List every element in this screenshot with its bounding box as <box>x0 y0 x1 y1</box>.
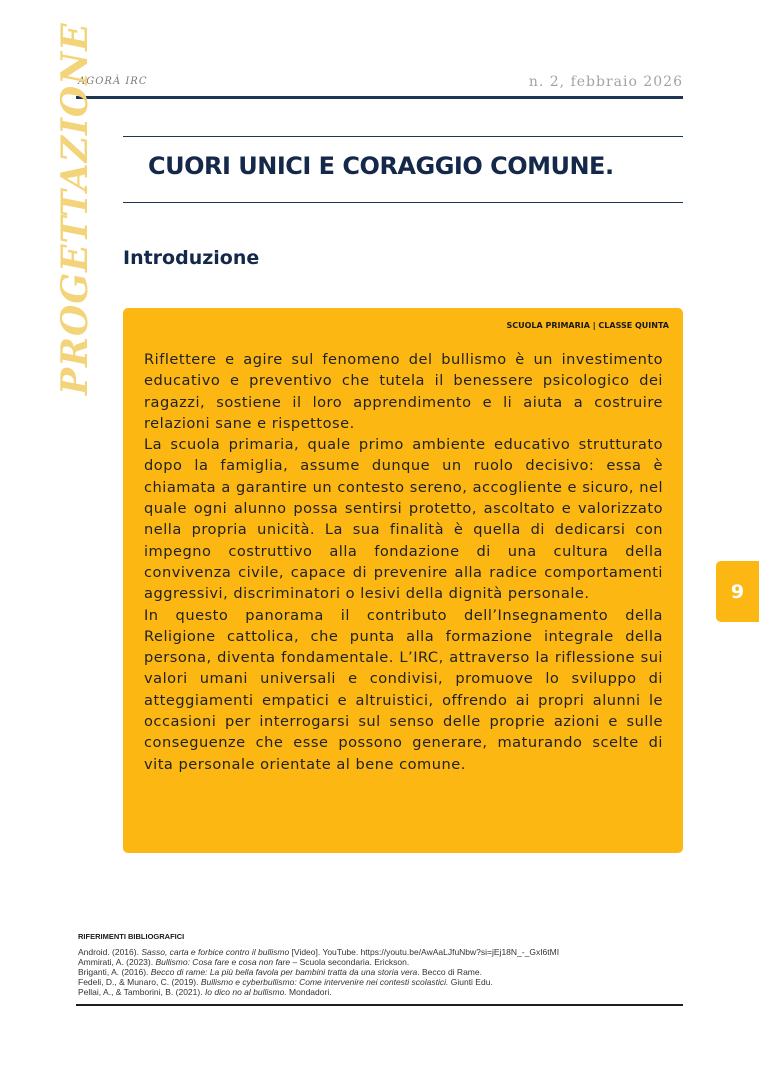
issue-label: n. 2, febbraio 2026 <box>528 74 683 90</box>
footer-rule <box>76 1004 683 1006</box>
intro-box <box>123 308 683 853</box>
page-number-tab <box>716 561 759 622</box>
reference-item: Briganti, A. (2016). Becco di rame: La più bella favola per bambini tratta da una storia vera. Becco di Rame. <box>78 967 482 977</box>
section-heading: Introduzione <box>123 247 260 269</box>
intro-paragraph: In questo panorama il contributo dell’Insegnamento della Religione cattolica, che punta alla formazione integrale della persona, diventa fondamentale. L’IRC, attraverso la riflessione sui valori umani universali e condivisi, promuove lo sviluppo di atteggiamenti empatici e altruistici, offrendo ai propri alunni le occasioni per interrogarsi sul senso delle proprie azioni e sulle conseguenze che esse possono generare, maturando scelte di vita personale orientate al bene comune. <box>144 606 663 773</box>
title-top-rule <box>123 136 683 137</box>
page-number: 9 <box>730 580 745 603</box>
intro-paragraph: La scuola primaria, quale primo ambiente educativo strutturato dopo la famiglia, assume dunque un ruolo decisivo: essa è chiamata a garantire un contesto sereno, accogliente e sicuro, nel quale ogni alunno possa sentirsi protetto, ascoltato e valorizzato nella propria unicità. La sua finalità è quella di dedicarsi con impegno costruttivo alla fondazione di una cultura della convivenza civile, capace di prevenire alla radice comportamenti aggressivi, discriminatori o lesivi della dignità personale. <box>144 436 663 603</box>
reference-item: Ammirati, A. (2023). Bullismo: Cosa fare e cosa non fare – Scuola secondaria. Erickson. <box>78 957 410 967</box>
references-title: RIFERIMENTI BIBLIOGRAFICI <box>78 932 185 941</box>
header-rule <box>76 96 683 99</box>
page-title: CUORI UNICI E CORAGGIO COMUNE. <box>148 152 614 180</box>
reference-item: Pellai, A., & Tamborini, B. (2021). Io dico no al bullismo. Mondadori. <box>78 987 332 997</box>
reference-item: Android. (2016). Sasso, carta e forbice contro il bullismo [Video]. YouTube. https://youtu.be/AwAaLJfuNbw?si=jEj18N_-_GxI6tMI <box>78 947 560 957</box>
reference-item: Fedeli, D., & Munaro, C. (2019). Bullismo e cyberbullismo: Come intervenire nei contesti scolastici. Giunti Edu. <box>78 977 493 987</box>
references <box>78 932 683 997</box>
school-level-tag: SCUOLA PRIMARIA | CLASSE QUINTA <box>506 321 669 330</box>
intro-paragraph: Riflettere e agire sul fenomeno del bullismo è un investimento educativo e preventivo che tutela il benessere psicologico dei ragazzi, sostiene il loro apprendimento e li aiuta a costruire relazioni sane e rispettose. <box>144 351 663 432</box>
intro-text <box>144 349 663 775</box>
section-side-label: PROGETTAZIONE <box>54 22 96 395</box>
publication-name: AGORÀ IRC <box>78 76 148 87</box>
title-bottom-rule <box>123 202 683 203</box>
